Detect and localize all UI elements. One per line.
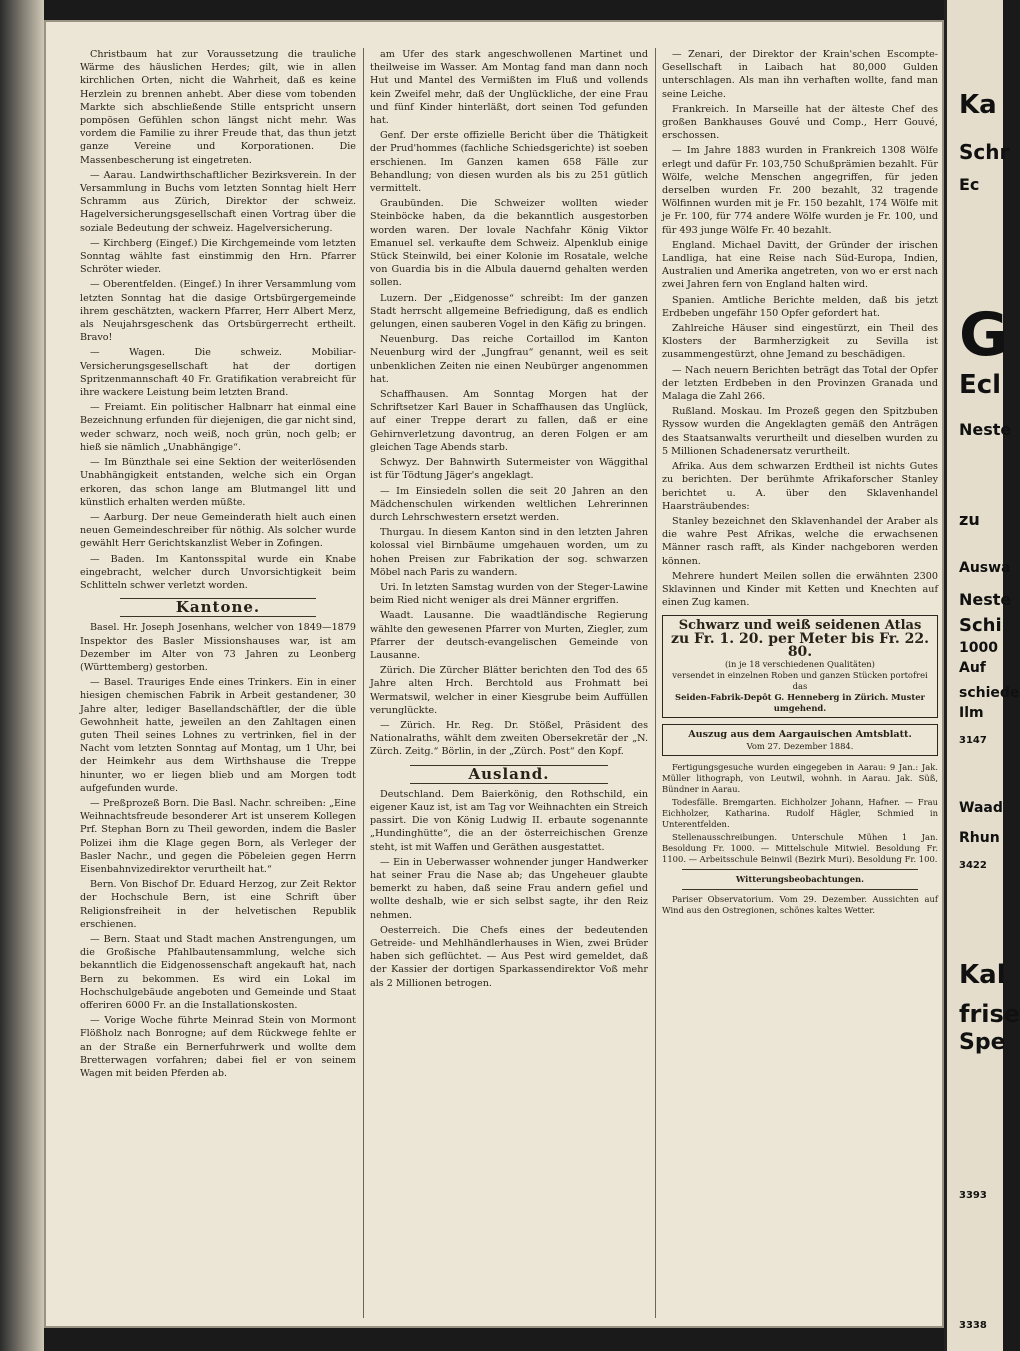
article-paragraph: Bern. Von Bischof Dr. Eduard Herzog, zur Zeit Rektor der Hochschule Bern, ist eine Schrift über Religionsfreiheit in der helvetischen Republik erschienen. <box>80 879 356 930</box>
article-paragraph: Christbaum hat zur Voraussetzung die trauliche Wärme des häuslichen Herdes; gilt, wie in allen kirchlichen Orten, nicht die Wahrheit, daß es keine Herzlein zu brennen anhebt. Aber diese vom tobenden Markte sich abschließende Stille entspricht unsern pompösen Gefühlen schon längst nicht mehr. Was vordem die Familie zu ihrer Freude that, das thun jetzt ganze Vereine und Korporationen. Die Massenbescherung ist eingetreten. <box>80 49 356 166</box>
article-paragraph: — Preßprozeß Born. Die Basl. Nachr. schreiben: „Eine Weihnachtsfreude besonderer Art ist unserem Kollegen Prf. Stephan Born zu Theil geworden, indem die Basler Polizei ihm die Klage gegen Born, als Verleger der Basler Nachr., und gegen die Pöbeleien gegen Herrn Eisenbahnvizedirektor verurtheilt hat.“ <box>80 797 356 875</box>
article-paragraph: Uri. In letzten Samstag wurden von der Steger-Lawine beim Ried nicht weniger als drei Männer ergriffen. <box>370 581 648 607</box>
weather-title: Witterungsbeobachtungen. <box>735 874 865 885</box>
ad-price: zu Fr. 1. 20. per Meter bis Fr. 22. 80. <box>671 630 929 660</box>
column-2-articles <box>370 48 648 759</box>
article-paragraph: Spanien. Amtliche Berichte melden, daß bis jetzt Erdbeben ungefähr 150 Opfer gefordert hat. <box>662 294 938 319</box>
ad-title: Schwarz und weiß seidenen Atlas <box>678 618 922 634</box>
adjacent-page-text: Spe <box>959 1030 1006 1055</box>
adjacent-page-text: Ka <box>959 90 997 120</box>
article-paragraph: Basel. Hr. Joseph Josenhans, welcher von 1849—1879 Inspektor des Basler Missionshauses war, ist am Dezember im Alter von 73 Jahren zu Leonberg (Württemberg) gestorben. <box>80 622 356 673</box>
adjacent-page-text: 3147 <box>959 735 987 746</box>
divider <box>682 869 918 870</box>
article-paragraph: — Kirchberg (Eingef.) Die Kirchgemeinde vom letzten Sonntag wählte fast einstimmig den Hrn. Pfarrer Schröter wieder. <box>80 237 356 276</box>
article-paragraph: Afrika. Aus dem schwarzen Erdtheil ist nichts Gutes zu berichten. Der berühmte Afrikaforscher Stanley berichtet u. A. über den Sklavenhandel Haarsträubendes: <box>662 461 938 512</box>
adjacent-page-text: schiede <box>959 685 1020 701</box>
article-paragraph: Rußland. Moskau. Im Prozeß gegen den Spitzbuben Ryssow wurden die Angeklagten gemäß den Anträgen des Staatsanwalts verurtheilt und dieselben wurden zu 5 Millionen Schadenersatz verurtheilt. <box>662 406 938 457</box>
weather-text: Pariser Observatorium. Vom 29. Dezember. Aussichten auf Wind aus den Ostregionen, schönes kaltes Wetter. <box>662 894 938 916</box>
column-rule <box>363 48 364 1318</box>
adjacent-page-text: Ecl <box>959 370 1002 400</box>
adjacent-page-text: Neste <box>959 420 1012 439</box>
article-paragraph: Stanley bezeichnet den Sklavenhandel der Araber als die wahre Pest Afrikas, welche die erwachsenen Männer rasch rafft, als Kinder nachgeboren werden können. <box>662 515 938 567</box>
adjacent-page-text: zu <box>959 510 980 529</box>
adjacent-page-text: 3338 <box>959 1320 987 1331</box>
column-2 <box>370 48 648 1328</box>
newspaper-page <box>44 20 944 1328</box>
amtsblatt-entry: Fertigungsgesuche wurden eingegeben in Aarau: 9 Jan.: Jak. Müller lithograph, von Leutwil, wohnh. in Aarau. Jak. Süß, Bündner in Aarau. <box>662 762 938 795</box>
amtsblatt-date: Vom 27. Dezember 1884. <box>746 741 854 752</box>
kantone-heading: Kantone. <box>80 598 356 617</box>
article-paragraph: Waadt. Lausanne. Die waadtländische Regierung wählte den gewesenen Pfarrer von Murten, Ziegler, zum Pfarrer der deutsch-evangelischen Gemeinde von Lausanne. <box>370 610 648 661</box>
article-paragraph: — Vorige Woche führte Meinrad Stein von Mormont Flößholz nach Bonrogne; auf dem Rückwege fehlte er an der Straße ein Bernerfuhrwerk und wollte dem Bretterwagen vorfahren; dabei fiel er von seinem Wagen mit beiden Pferden ab. <box>80 1015 356 1080</box>
amtsblatt-entries <box>662 762 938 865</box>
article-paragraph: Graubünden. Die Schweizer wollten wieder Steinböcke haben, da die bekanntlich ausgestorben worden waren. Der lovale Nachfahr König Viktor Emanuel sel. verkaufte dem Schweiz. Alpenklub einige Stück Steinwild, bei einer Kolonie im Rosatale, welche von Guardia bis in die Albula dauernd gehalten werden sollen. <box>370 198 648 289</box>
article-paragraph: — Oberentfelden. (Eingef.) In ihrer Versammlung vom letzten Sonntag hat die dasige Ortsbürgergemeinde ihrem geschätzten, wackern Pfarrer, Herr Albert Merz, als Neujahrsgeschenk das Ortsbürgerrecht ertheilt. Bravo! <box>80 279 356 344</box>
amtsblatt-box <box>662 724 938 756</box>
silk-advertisement <box>662 615 938 718</box>
article-paragraph: — Im Einsiedeln sollen die seit 20 Jahren an den Mädchenschulen wirkenden weltlichen Lehrerinnen durch Lehrschwestern ersetzt werden. <box>370 485 648 523</box>
article-paragraph: Schwyz. Der Bahnwirth Sutermeister von Wäggithal ist für Tödtung Jäger's angeklagt. <box>370 457 648 482</box>
column-1-articles <box>80 48 356 592</box>
article-paragraph: Neuenburg. Das reiche Cortaillod im Kanton Neuenburg wird der „Jungfrau“ genannt, weil es seit unbenklichen Zeiten nie einen Neubürger angenommen hat. <box>370 334 648 385</box>
article-paragraph: Deutschland. Dem Baierkönig, den Rothschild, ein eigener Kauz ist, ist am Tag vor Weihnachten ein Streich passirt. Die von König Ludwig II. erbaute sogenannte „Hundinghütte“, die an der österreichischen Grenze steht, ist mit Waffen und Geräthen ausgestattet. <box>370 788 648 853</box>
ad-line-2: Seiden-Fabrik-Depôt G. Henneberg in Zürich. Muster umgehend. <box>675 691 925 713</box>
article-paragraph: — Baden. Im Kantonsspital wurde ein Knabe eingebracht, welcher durch Unvorsichtigkeit beim Schlitteln schwer verletzt worden. <box>80 553 356 591</box>
article-paragraph: Thurgau. In diesem Kanton sind in den letzten Jahren kolossal viel Birnbäume umgehauen worden, um zu hohen Preisen zur Fabrikation der sog. schwarzen Möbel nach Paris zu wandern. <box>370 527 648 578</box>
adjacent-page-text: Auf <box>959 660 986 676</box>
article-paragraph: — Aarburg. Der neue Gemeinderath hielt auch einen neuen Gemeindeschreiber für nöthig. Als solcher wurde gewählt Herr Gerichtskanzlist Weber in Zofingen. <box>80 511 356 550</box>
ausland-articles <box>370 788 648 990</box>
article-paragraph: — Zenari, der Direktor der Krain'schen Escompte-Gesellschaft in Laibach hat 80,000 Gulden unterschlagen. Als man ihn verhaften wollte, fand man seine Leiche. <box>662 49 938 100</box>
divider <box>682 889 918 890</box>
article-paragraph: Schaffhausen. Am Sonntag Morgen hat der Schriftsetzer Karl Bauer in Schaffhausen das Unglück, auf einer Treppe derart zu fallen, daß er eine Gehirnverletzung davontrug, an deren Folgen er am gleichen Tage Abends starb. <box>370 389 648 453</box>
binding-gutter <box>0 0 44 1351</box>
adjacent-page-text: Waad <box>959 800 1003 816</box>
adjacent-page-text: frise <box>959 1000 1020 1028</box>
adjacent-page-text: 3393 <box>959 1190 987 1201</box>
article-paragraph: — Basel. Trauriges Ende eines Trinkers. Ein in einer hiesigen chemischen Fabrik in Arbeit gestandener, 30 Jahre alter, lediger Basellandschäftler, der die üble Gewohnheit hatte, jeweilen an den Zahltagen einen guten Theil seines Lohnes zu vertrinken, fiel in der Nacht vom letzten Sonntag auf Montag, um 1 Uhr, bei der Heimkehr aus dem Wirthshause die Treppe hinunter, wo er liegen blieb und am Morgen todt aufgefunden wurde. <box>80 677 356 794</box>
adjacent-page-text: 3422 <box>959 860 987 871</box>
article-paragraph: Zürich. Die Zürcher Blätter berichten den Tod des 65 Jahre alten Hrch. Berchtold aus Frohmatt bei Wermatswil, welcher in einer Kiesgrube beim Auffüllen verunglückte. <box>370 665 648 716</box>
article-paragraph: — Nach neuern Berichten beträgt das Total der Opfer der letzten Erdbeben in den Provinzen Granada und Malaga die Zahl 266. <box>662 364 938 403</box>
article-paragraph: Mehrere hundert Meilen sollen die erwähnten 2300 Sklavinnen und Kinder mit Ketten und Knechten auf einen Zug kamen. <box>662 570 938 609</box>
article-paragraph: — Im Bünzthale sei eine Sektion der weiterlösenden Unabhängigkeit entstanden, welche sich ein Organ erkoren, das schon lange am Blutmangel litt und künstlich erhalten werden müßte. <box>80 457 356 508</box>
amtsblatt-title: Auszug aus dem Aargauischen Amtsblatt. <box>688 728 912 740</box>
article-paragraph: Oesterreich. Die Chefs eines der bedeutenden Getreide- und Mehlhändlerhauses in Wien, zwei Brüder haben sich geflüchtet. — Aus Pest wird gemeldet, daß der Kassier der dortigen Sparkassendirektor Voß mehr als 2 Millionen betrogen. <box>370 924 648 989</box>
article-paragraph: Luzern. Der „Eidgenosse“ schreibt: Im der ganzen Stadt herrscht allgemeine Befriedigung, daß es endlich gelungen, einen sauberen Vogel in den Käfig zu bringen. <box>370 292 648 331</box>
adjacent-page-text: Rhun <box>959 830 1000 846</box>
article-paragraph: — Aarau. Landwirthschaftlicher Bezirksverein. In der Versammlung in Buchs vom letzten Sonntag hielt Herr Schramm aus Zürich, Direktor der schweiz. Hagelversicherungsgesellschaft einen Vortrag über die soziale Bedeutung der schweiz. Hagelversicherung. <box>80 169 356 234</box>
adjacent-page-text: Neste <box>959 590 1012 609</box>
adjacent-page-text: Ec <box>959 175 980 194</box>
adjacent-page-text: Schi <box>959 615 1002 636</box>
column-1 <box>80 48 356 1328</box>
adjacent-page-text: 1000 <box>959 640 998 656</box>
article-paragraph: Frankreich. In Marseille hat der älteste Chef des großen Bankhauses Gouvé und Comp., Herr Gouvé, erschossen. <box>662 103 938 142</box>
article-paragraph: — Freiamt. Ein politischer Halbnarr hat einmal eine Bezeichnung erfunden für diejenigen, die gar nicht sind, weder schwarz, noch weiß, noch grün, noch gelb; er hieß sie nämlich „Unabhängige“. <box>80 402 356 453</box>
ad-line-1: versendet in einzelnen Roben und ganzen Stücken portofrei das <box>672 669 928 691</box>
article-paragraph: — Ein in Ueberwasser wohnender junger Handwerker hat seiner Frau die Nase ab; das Ungeheuer glaubte bemerkt zu haben, daß seine Frau andern gefiel und wollte deshalb, wie er sich selbst sagte, ihr den Reiz nehmen. <box>370 856 648 921</box>
adjacent-page-text: Kal <box>959 960 1006 990</box>
article-paragraph: am Ufer des stark angeschwollenen Martinet und theilweise im Wasser. Am Montag fand man dann noch Hut und Mantel des Vermißten im Fluß und vollends kein Zweifel mehr, daß der Unglückliche, der eine Frau und fünf Kinder hinterläßt, dort seinen Tod gefunden hat. <box>370 49 648 127</box>
adjacent-page-text: Schr <box>959 140 1010 164</box>
kantone-articles <box>80 621 356 1080</box>
adjacent-page-text: Ilm <box>959 705 984 721</box>
article-paragraph: Genf. Der erste offizielle Bericht über die Thätigkeit der Prud'hommes (fachliche Schiedsgerichte) ist soeben erschienen. Im Ganzen kamen 658 Fälle zur Behandlung; von diesen wurden als bis zu 251 gütlich vermittelt. <box>370 130 648 195</box>
column-3-articles <box>662 48 938 609</box>
ausland-heading: Ausland. <box>370 765 648 784</box>
column-rule <box>655 48 656 1318</box>
amtsblatt-entry: Stellenausschreibungen. Unterschule Mühen 1 Jan. Besoldung Fr. 1000. — Mittelschule Mitwiel. Besoldung Fr. 1100. — Arbeitsschule Beinwil (Bezirk Muri). Besoldung Fr. 100. <box>662 832 938 865</box>
amtsblatt-entry: Todesfälle. Bremgarten. Eichholzer Johann, Hafner. — Frau Eichholzer, Katharina. Rudolf Hägler, Schmied in Unterentfelden. <box>662 797 938 830</box>
article-paragraph: Zahlreiche Häuser sind eingestürzt, ein Theil des Klosters der Barmherzigkeit zu Sevilla ist zusammengestürzt, ohne Jemand zu beschädigen. <box>662 323 938 361</box>
article-paragraph: — Bern. Staat und Stadt machen Anstrengungen, um die Großische Pfahlbautensammlung, welche sich bekanntlich die Eidgenossenschaft angekauft hat, nach Bern zu bekommen. Es wird ein Lokal im Hochschulgebäude angeboten und Gemeinde und Staat offeriren 6000 Fr. an die Installationskosten. <box>80 934 356 1012</box>
adjacent-page-text: Auswa <box>959 560 1011 576</box>
ad-qualities: (in je 18 verschiedenen Qualitäten) <box>725 658 875 669</box>
adjacent-page-text: G <box>959 300 1009 370</box>
adjacent-page-fragment <box>944 0 1020 1351</box>
column-3 <box>662 48 938 1328</box>
article-paragraph: — Im Jahre 1883 wurden in Frankreich 1308 Wölfe erlegt und dafür Fr. 103,750 Schußprämien bezahlt. Für Wölfe, welche Menschen angegriffen, für jeden derselben wurden Fr. 200 bezahlt, 32 tragende Wölfinnen wurden mit je Fr. 150 bezahlt, 174 Wölfe mit je Fr. 100, für 774 andere Wölfe wurden je Fr. 100, und für 493 junge Wölfe Fr. 40 bezahlt. <box>662 145 938 236</box>
article-paragraph: — Zürich. Hr. Reg. Dr. Stößel, Präsident des Nationalraths, wählt dem zweiten Obersekretär der „N. Zürch. Zeitg.“ Börlin, in der „Zürch. Post“ den Kopf. <box>370 719 648 758</box>
article-paragraph: — Wagen. Die schweiz. Mobiliar-Versicherungsgesellschaft hat der dortigen Spritzenmannschaft 40 Fr. Gratifikation verabreicht für ihre wackere Leistung beim letzten Brand. <box>80 347 356 399</box>
article-paragraph: England. Michael Davitt, der Gründer der irischen Landliga, hat eine Reise nach Süd-Europa, Indien, Australien und Amerika angetreten, von wo er erst nach zwei Jahren fern von England halten wird. <box>662 239 938 291</box>
